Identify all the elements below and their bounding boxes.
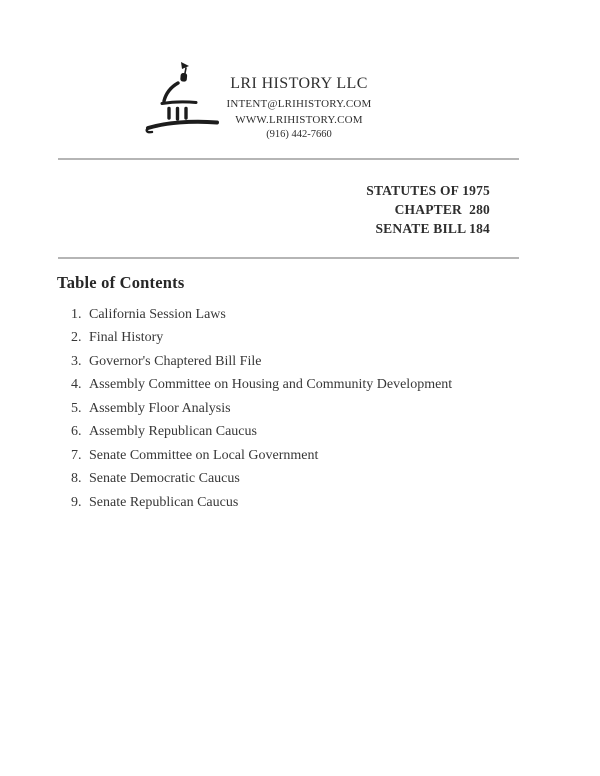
- toc-item-label: Senate Committee on Local Government: [89, 447, 319, 463]
- toc-item-label: Final History: [89, 330, 164, 346]
- toc-item-label: Assembly Committee on Housing and Community Development: [89, 377, 453, 393]
- bill-reference: [366, 181, 490, 238]
- toc-item: [71, 421, 531, 445]
- chapter-line: CHAPTER 280: [394, 202, 490, 217]
- toc-item-number: 4.: [71, 377, 82, 393]
- company-email: INTENT@LRIHISTORY.COM: [226, 98, 372, 110]
- toc-item-label: Senate Republican Caucus: [89, 494, 239, 510]
- company-website: WWW.LRIHISTORY.COM: [235, 114, 363, 126]
- toc-item-label: Senate Democratic Caucus: [89, 471, 240, 487]
- toc-item-number: 6.: [71, 424, 82, 440]
- toc-item-number: 5.: [71, 400, 82, 416]
- toc-item: [71, 303, 531, 327]
- company-name: LRI HISTORY LLC: [230, 75, 368, 92]
- senate-bill-line: SENATE BILL 184: [375, 221, 490, 236]
- toc-item-number: 8.: [71, 471, 82, 487]
- toc-item: [71, 397, 531, 421]
- toc-item-number: 7.: [71, 447, 82, 463]
- toc-item: [71, 327, 531, 351]
- letterhead: [193, 73, 405, 142]
- toc-list: [71, 303, 531, 515]
- toc-item: [71, 374, 531, 398]
- toc-item: [71, 350, 531, 374]
- toc-item-number: 9.: [71, 494, 82, 510]
- statutes-line: STATUTES OF 1975: [366, 183, 490, 198]
- toc-item: [71, 444, 531, 468]
- toc-title: Table of Contents: [57, 273, 185, 292]
- divider-top: [58, 158, 519, 160]
- toc-item: [71, 491, 531, 515]
- toc-item-label: Governor's Chaptered Bill File: [89, 353, 262, 369]
- toc-item-label: California Session Laws: [89, 306, 226, 322]
- company-phone: (916) 442-7660: [266, 129, 332, 140]
- toc-item-number: 2.: [71, 330, 82, 346]
- toc-item-number: 3.: [71, 353, 82, 369]
- toc-item-number: 1.: [71, 306, 82, 322]
- toc-item: [71, 468, 531, 492]
- toc-item-label: Assembly Republican Caucus: [89, 424, 257, 440]
- divider-bottom: [58, 257, 519, 259]
- toc-item-label: Assembly Floor Analysis: [89, 400, 231, 416]
